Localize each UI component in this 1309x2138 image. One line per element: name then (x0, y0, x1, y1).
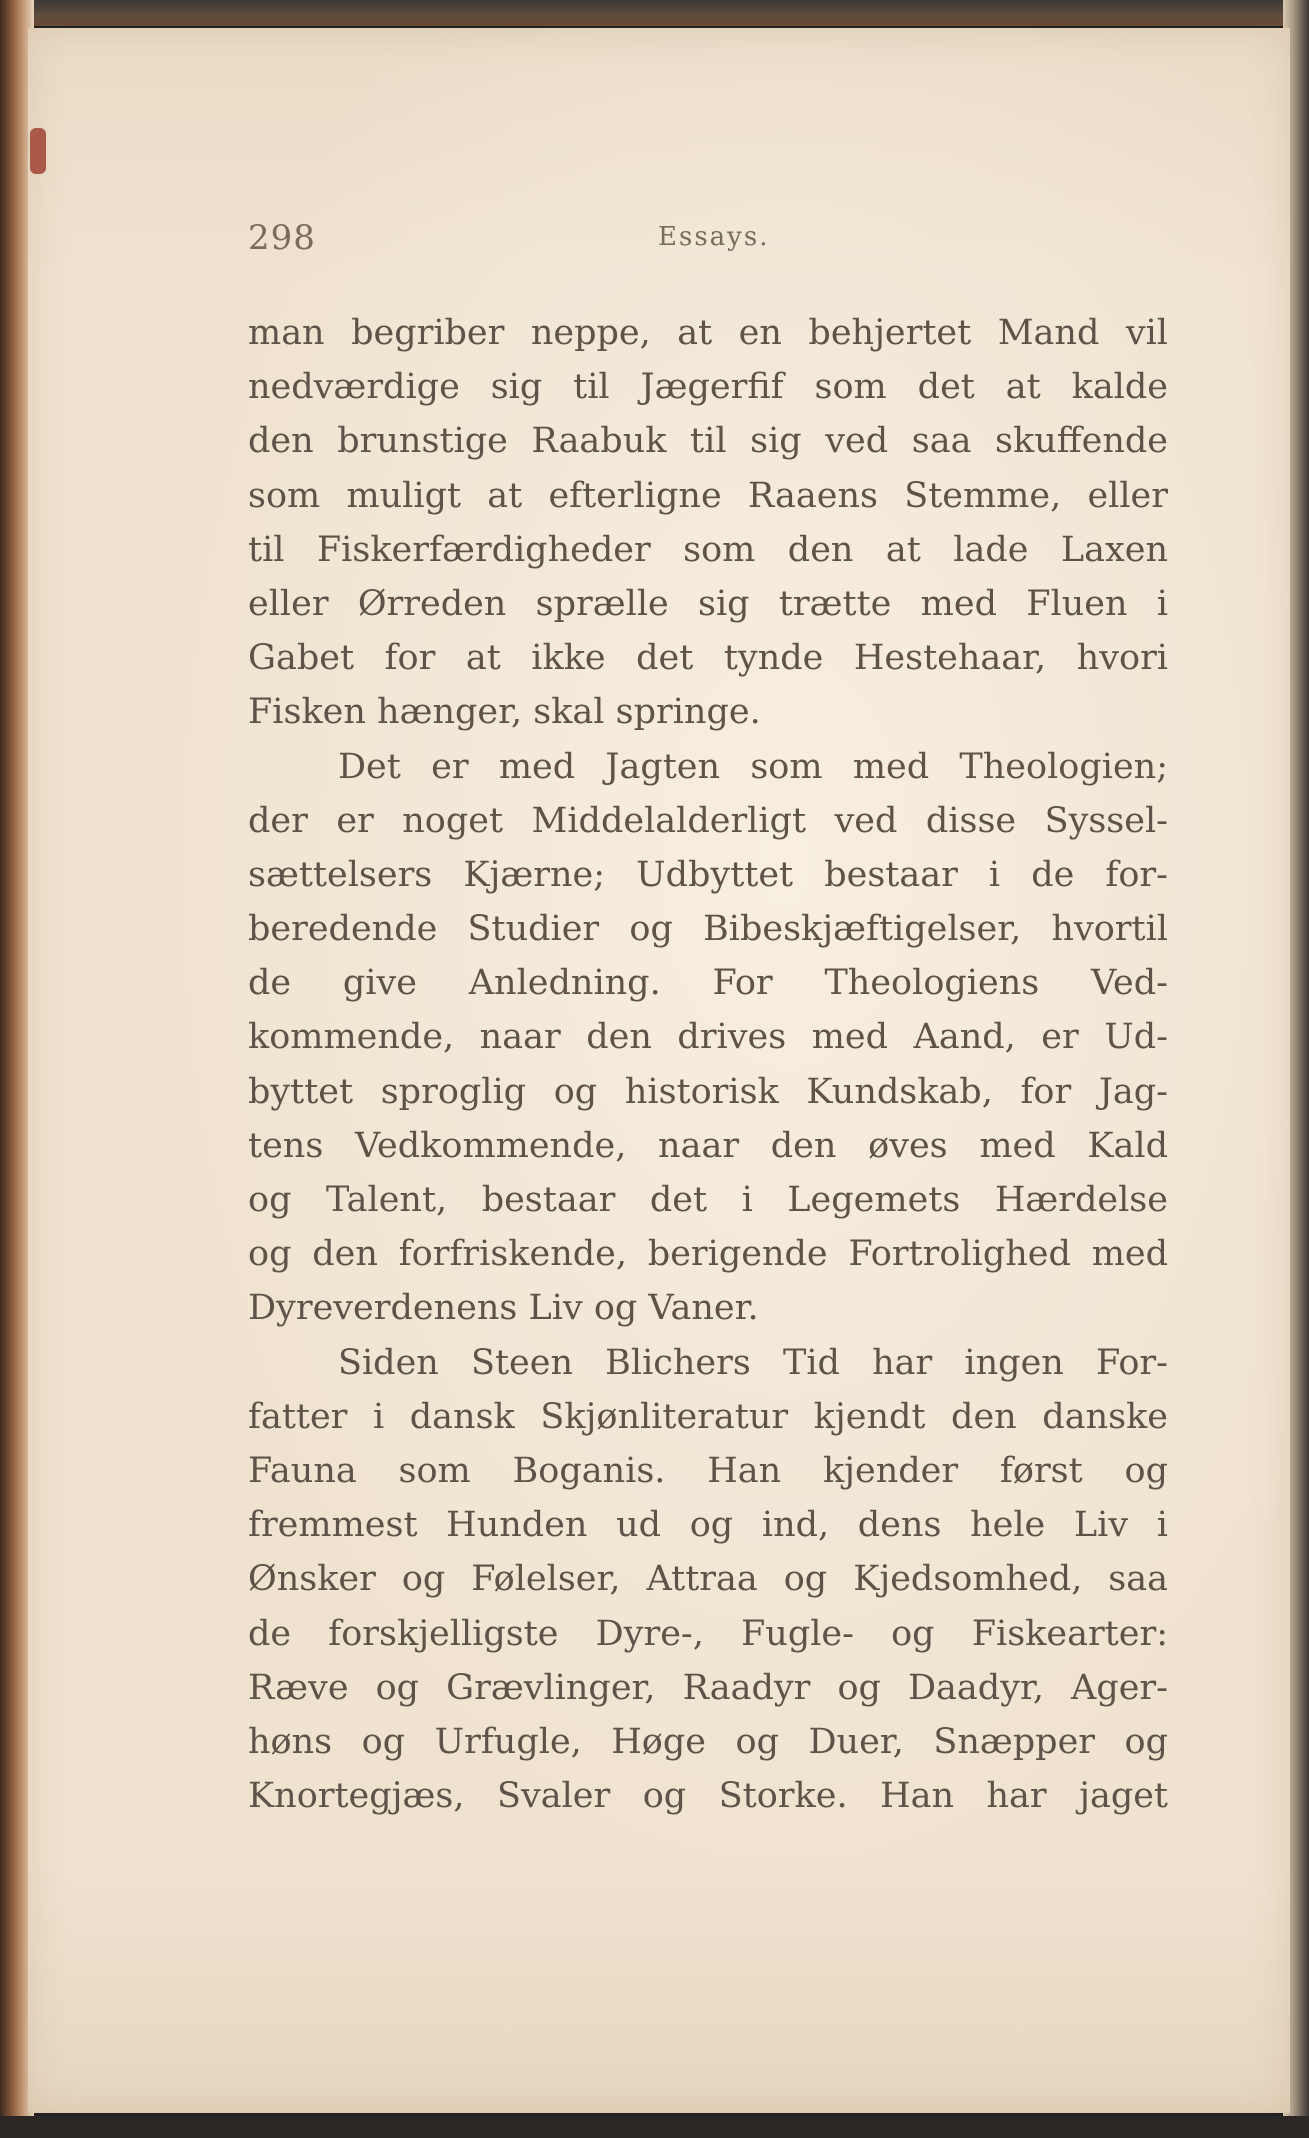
text-line: og Talent, bestaar det i Legemets Hærdelse (248, 1180, 1168, 1220)
bookmark-stain (30, 128, 46, 174)
page-header (248, 218, 1168, 268)
book-bottom-edge (0, 2116, 1309, 2138)
text-line: kommende, naar den drives med Aand, er Ud- (248, 1017, 1168, 1058)
text-line: Fauna som Boganis. Han kjender først og (248, 1450, 1168, 1491)
book-top-edge (0, 0, 1309, 26)
text-line: Dyreverdenens Liv og Vaner. (248, 1288, 759, 1329)
text-line: fremmest Hunden ud og ind, dens hele Liv i (248, 1505, 1168, 1546)
text-line: Fisken hænger, skal springe. (248, 692, 761, 733)
text-line: Siden Steen Blichers Tid har ingen For- (338, 1342, 1168, 1383)
body-text (248, 306, 1168, 1823)
text-line: nedværdige sig til Jægerfif som det at kalde (248, 367, 1168, 408)
text-line: og den forfriskende, berigende Fortrolighed med (248, 1234, 1168, 1275)
text-line: fatter i dansk Skjønliteratur kjendt den danske (248, 1396, 1168, 1437)
page-number: 298 (248, 218, 316, 258)
text-line: de forskjelligste Dyre-, Fugle- og Fiskearter: (248, 1613, 1168, 1654)
text-line: tens Vedkommende, naar den øves med Kald (248, 1125, 1168, 1166)
text-line: der er noget Middelalderligt ved disse Syssel- (248, 800, 1168, 841)
text-line: sættelsers Kjærne; Udbyttet bestaar i de for- (248, 854, 1168, 895)
text-line: de give Anledning. For Theologiens Ved- (248, 963, 1168, 1004)
text-line: Ønsker og Følelser, Attraa og Kjedsomhed, saa (248, 1559, 1168, 1600)
text-line: Det er med Jagten som med Theologien; (338, 746, 1168, 787)
text-line: som muligt at efterligne Raaens Stemme, eller (248, 475, 1168, 516)
text-line: til Fiskerfærdigheder som den at lade Laxen (248, 529, 1168, 570)
text-line: Gabet for at ikke det tynde Hestehaar, hvori (248, 638, 1168, 679)
text-line: høns og Urfugle, Høge og Duer, Snæpper og (248, 1721, 1168, 1762)
text-line: Knortegjæs, Svaler og Storke. Han har jaget (248, 1776, 1168, 1817)
text-line: eller Ørreden sprælle sig trætte med Fluen i (248, 583, 1168, 624)
text-line: man begriber neppe, at en behjertet Mand vil (248, 313, 1168, 353)
text-line: byttet sproglig og historisk Kundskab, for Jag- (248, 1071, 1168, 1112)
text-line: beredende Studier og Bibeskjæftigelser, hvortil (248, 909, 1168, 950)
text-line: den brunstige Raabuk til sig ved saa skuffende (248, 421, 1168, 462)
text-line: Ræve og Grævlinger, Raadyr og Daadyr, Ager- (248, 1667, 1168, 1708)
running-head: Essays. (658, 222, 770, 252)
